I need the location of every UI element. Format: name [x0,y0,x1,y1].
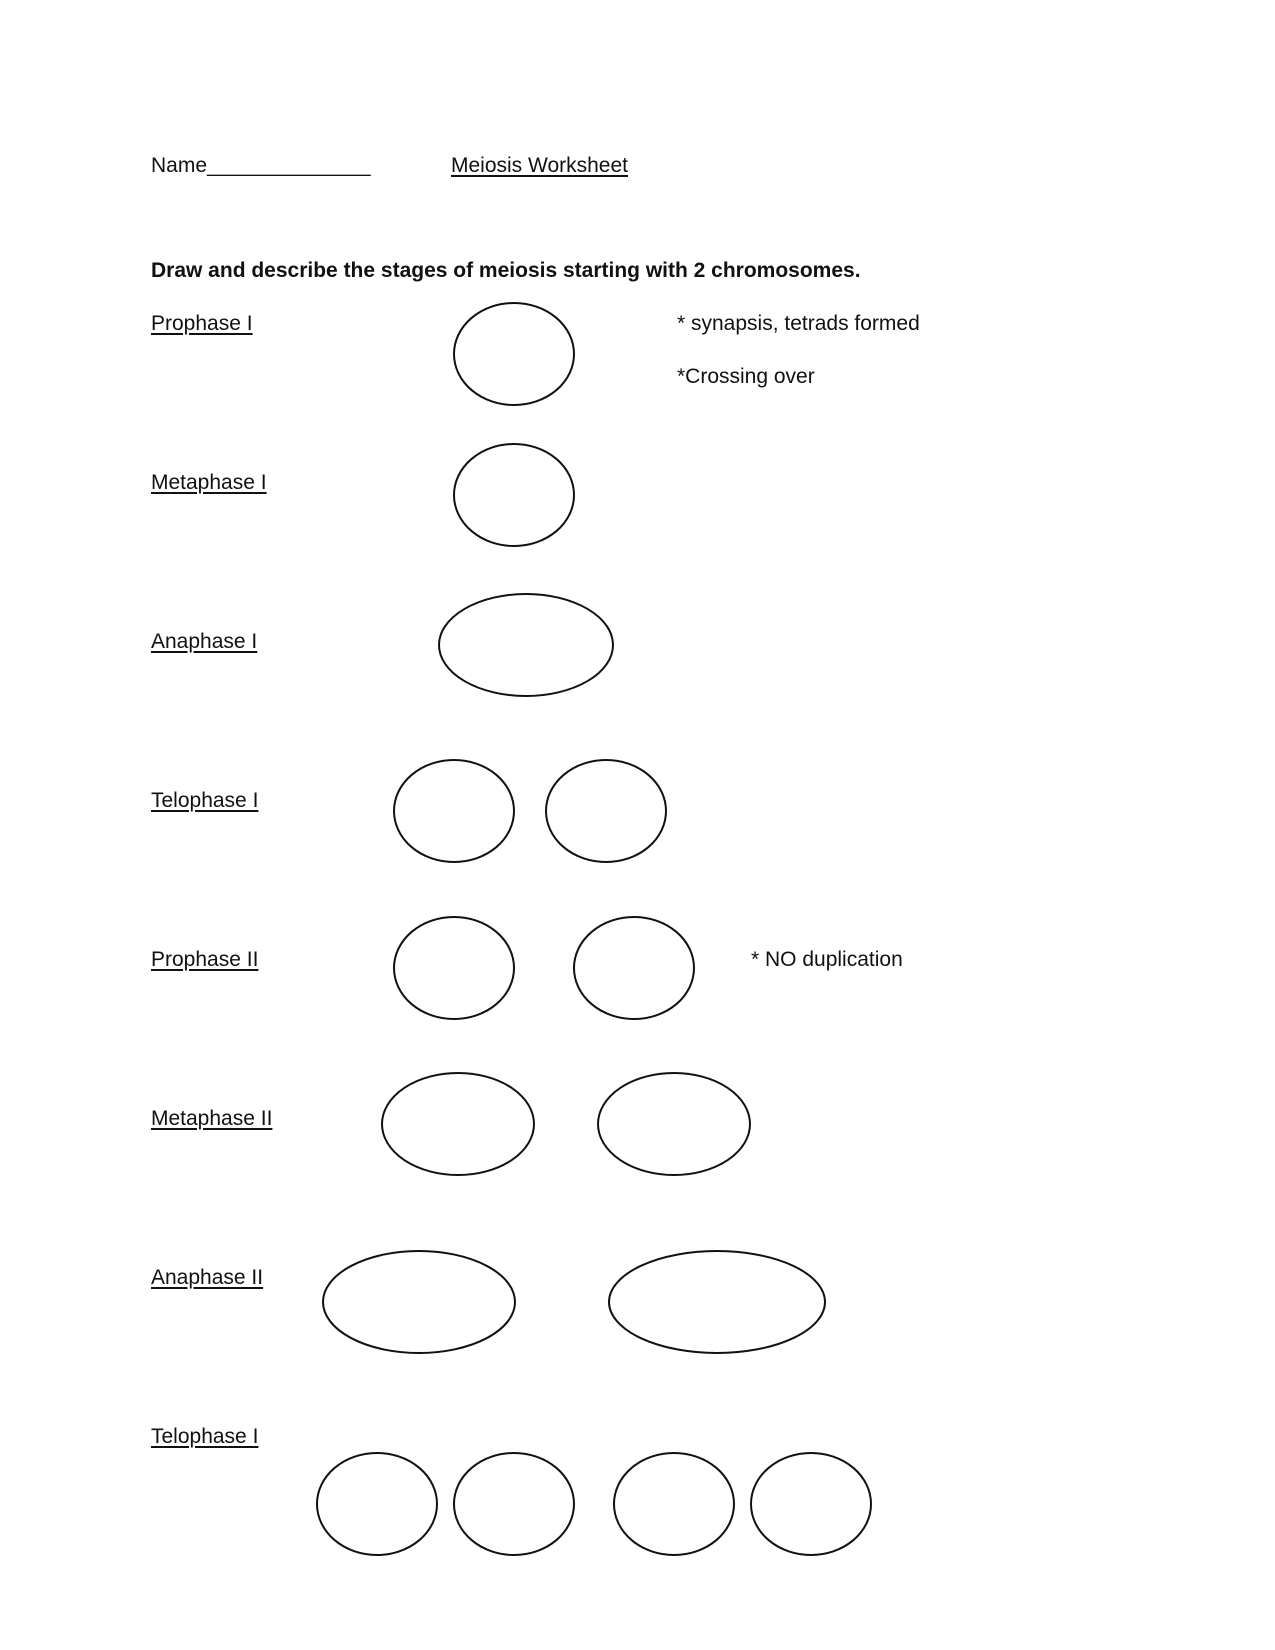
cell-metaphase-2-a [382,1073,534,1175]
instructions: Draw and describe the stages of meiosis starting with 2 chromosomes. [151,259,861,282]
cell-telophase-2-d [751,1453,871,1555]
stage-label-prophase-2: Prophase II [151,948,259,971]
cell-telophase-2-a [317,1453,437,1555]
cell-anaphase-1 [439,594,613,696]
stage-label-telophase-2: Telophase I [151,1425,259,1448]
cell-anaphase-2-a [323,1251,515,1353]
cell-anaphase-2-b [609,1251,825,1353]
stage-label-metaphase-1: Metaphase I [151,471,267,494]
cell-telophase-2-b [454,1453,574,1555]
cell-prophase-2-b [574,917,694,1019]
page-title: Meiosis Worksheet [451,154,629,177]
cell-prophase-2-a [394,917,514,1019]
cell-metaphase-2-b [598,1073,750,1175]
cell-telophase-2-c [614,1453,734,1555]
note-synapsis: * synapsis, tetrads formed [677,312,920,335]
stage-label-telophase-1: Telophase I [151,789,259,812]
stage-label-anaphase-1: Anaphase I [151,630,258,653]
cell-prophase-1 [454,303,574,405]
cell-metaphase-1 [454,444,574,546]
stage-label-metaphase-2: Metaphase II [151,1107,273,1130]
stage-label-prophase-1: Prophase I [151,312,253,335]
note-crossing-over: *Crossing over [677,365,815,388]
name-field-label: Name______________ [151,154,371,177]
note-no-duplication: * NO duplication [751,948,903,971]
cell-telophase-1-b [546,760,666,862]
stage-label-anaphase-2: Anaphase II [151,1266,264,1289]
cell-telophase-1-a [394,760,514,862]
